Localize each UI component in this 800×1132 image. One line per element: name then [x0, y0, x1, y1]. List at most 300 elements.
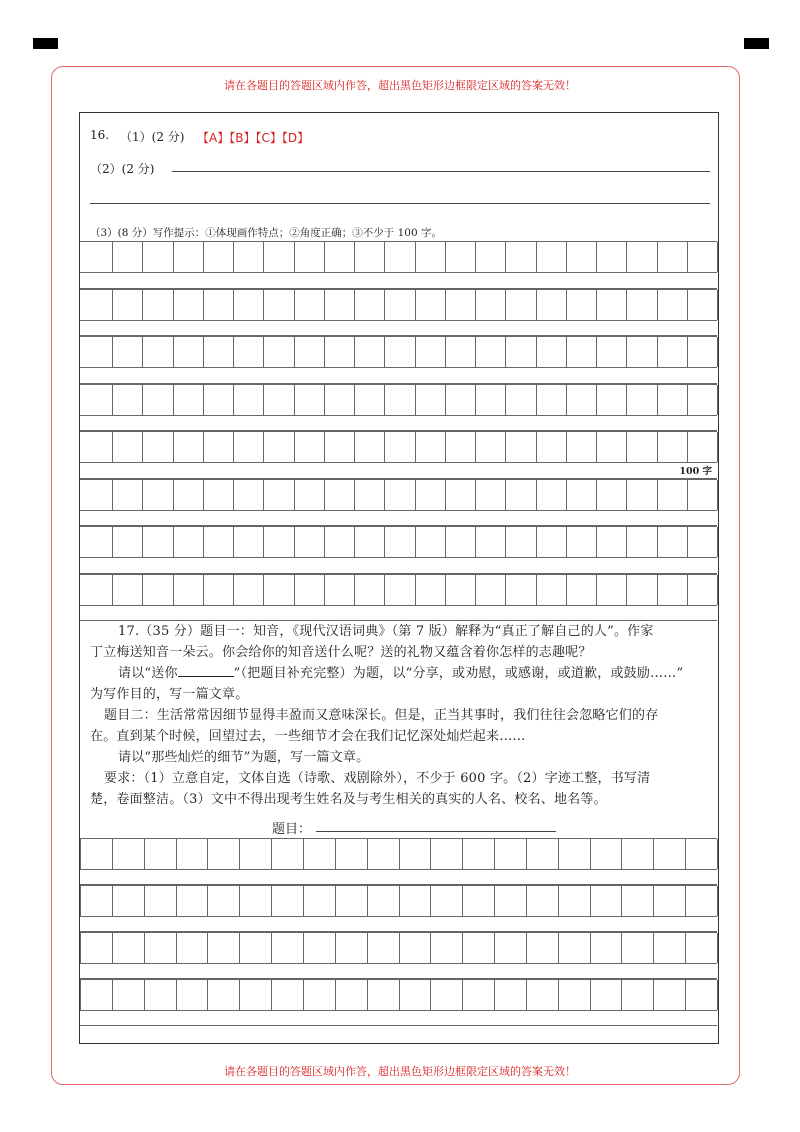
grid-cell[interactable] — [462, 933, 494, 963]
grid-cell[interactable] — [558, 839, 590, 869]
grid-cell[interactable] — [203, 242, 233, 272]
grid-cell[interactable] — [112, 575, 142, 605]
grid-gap — [80, 606, 717, 622]
grid-cell[interactable] — [687, 527, 717, 557]
grid-cell[interactable] — [80, 886, 112, 916]
grid-cell[interactable] — [566, 432, 596, 462]
grid-cell[interactable] — [590, 980, 622, 1010]
grid-cell[interactable] — [626, 432, 656, 462]
grid-cell[interactable] — [203, 432, 233, 462]
grid-cell[interactable] — [324, 527, 354, 557]
word-count-marker-100: 100 字 — [679, 466, 712, 477]
grid-cell[interactable] — [303, 886, 335, 916]
grid-cell[interactable] — [354, 242, 384, 272]
grid-cell[interactable] — [621, 933, 653, 963]
grid-cell[interactable] — [687, 432, 717, 462]
grid-cell[interactable] — [687, 290, 717, 320]
grid-cell[interactable] — [173, 337, 203, 367]
grid-cell[interactable] — [263, 337, 293, 367]
grid-cell[interactable] — [263, 527, 293, 557]
grid-gap — [80, 416, 717, 432]
q17-line4: 为写作目的，写一篇文章。 — [90, 687, 249, 702]
grid-cell[interactable] — [233, 527, 263, 557]
option-d[interactable]: 【D】 — [281, 131, 310, 145]
grid-cell[interactable] — [536, 385, 566, 415]
grid-gap — [80, 463, 717, 479]
grid-cell[interactable] — [415, 242, 445, 272]
grid-cell[interactable] — [112, 337, 142, 367]
grid-cell[interactable] — [384, 337, 414, 367]
grid-cell[interactable] — [324, 290, 354, 320]
grid-cell[interactable] — [596, 480, 626, 510]
grid-cell[interactable] — [526, 886, 558, 916]
grid-cell[interactable] — [590, 839, 622, 869]
grid-cell[interactable] — [685, 933, 717, 963]
grid-cell[interactable] — [324, 480, 354, 510]
grid-cell[interactable] — [717, 527, 718, 557]
grid-cell[interactable] — [384, 242, 414, 272]
grid-cell[interactable] — [112, 886, 144, 916]
grid-cell[interactable] — [566, 575, 596, 605]
grid-cell[interactable] — [687, 242, 717, 272]
grid-cell[interactable] — [263, 385, 293, 415]
grid-row — [80, 431, 717, 463]
grid-cell[interactable] — [324, 385, 354, 415]
grid-cell[interactable] — [112, 242, 142, 272]
grid-cell[interactable] — [445, 385, 475, 415]
grid-cell[interactable] — [112, 385, 142, 415]
grid-cell[interactable] — [271, 839, 303, 869]
grid-cell[interactable] — [717, 886, 718, 916]
grid-cell[interactable] — [494, 839, 526, 869]
alignment-marker-left — [33, 38, 58, 49]
grid-cell[interactable] — [536, 575, 566, 605]
grid-cell[interactable] — [657, 527, 687, 557]
grid-cell[interactable] — [203, 337, 233, 367]
grid-cell[interactable] — [112, 290, 142, 320]
grid-cell[interactable] — [475, 575, 505, 605]
grid-gap — [80, 964, 717, 979]
grid-cell[interactable] — [142, 432, 172, 462]
grid-cell[interactable] — [173, 480, 203, 510]
alignment-marker-right — [744, 38, 769, 49]
grid-cell[interactable] — [271, 933, 303, 963]
grid-cell[interactable] — [263, 242, 293, 272]
q17-line1: 17.（35 分）题目一：知音，《现代汉语词典》（第 7 版）解释为“真正了解自己的人”。作家 — [118, 624, 654, 639]
q17-line9: 楚，卷面整洁。（3）文中不得出现考生姓名及与考生相关的真实的人名、校名、地名等。 — [90, 792, 607, 807]
grid-cell[interactable] — [536, 480, 566, 510]
grid-cell[interactable] — [303, 980, 335, 1010]
grid-cell[interactable] — [367, 886, 399, 916]
grid-cell[interactable] — [596, 290, 626, 320]
grid-cell[interactable] — [566, 242, 596, 272]
grid-cell[interactable] — [80, 980, 112, 1010]
grid-cell[interactable] — [445, 575, 475, 605]
grid-cell[interactable] — [384, 575, 414, 605]
title-blank[interactable] — [178, 676, 234, 677]
grid-cell[interactable] — [505, 575, 535, 605]
grid-cell[interactable] — [494, 980, 526, 1010]
grid-row — [80, 289, 717, 321]
grid-cell[interactable] — [294, 527, 324, 557]
grid-cell[interactable] — [626, 242, 656, 272]
grid-cell[interactable] — [430, 839, 462, 869]
q17-prompt — [90, 621, 710, 810]
grid-cell[interactable] — [445, 527, 475, 557]
grid-cell[interactable] — [142, 290, 172, 320]
grid-cell[interactable] — [657, 432, 687, 462]
grid-cell[interactable] — [399, 933, 431, 963]
grid-cell[interactable] — [653, 980, 685, 1010]
grid-cell[interactable] — [505, 432, 535, 462]
grid-cell[interactable] — [536, 242, 566, 272]
grid-row — [80, 526, 717, 558]
grid-cell[interactable] — [335, 933, 367, 963]
grid-cell[interactable] — [558, 933, 590, 963]
grid-cell[interactable] — [462, 839, 494, 869]
grid-cell[interactable] — [294, 385, 324, 415]
grid-cell[interactable] — [596, 527, 626, 557]
grid-cell[interactable] — [505, 290, 535, 320]
grid-cell[interactable] — [475, 432, 505, 462]
grid-cell[interactable] — [142, 527, 172, 557]
grid-cell[interactable] — [626, 385, 656, 415]
grid-gap — [80, 273, 717, 289]
grid-cell[interactable] — [717, 242, 718, 272]
grid-cell[interactable] — [354, 337, 384, 367]
grid-gap — [80, 870, 717, 885]
grid-cell[interactable] — [445, 290, 475, 320]
grid-cell[interactable] — [621, 886, 653, 916]
grid-cell[interactable] — [354, 385, 384, 415]
grid-cell[interactable] — [173, 290, 203, 320]
grid-cell[interactable] — [717, 480, 718, 510]
grid-cell[interactable] — [494, 886, 526, 916]
grid-gap — [80, 511, 717, 527]
grid-cell[interactable] — [505, 527, 535, 557]
grid-cell[interactable] — [367, 980, 399, 1010]
grid-cell[interactable] — [475, 337, 505, 367]
grid-cell[interactable] — [475, 242, 505, 272]
grid-cell[interactable] — [430, 886, 462, 916]
grid-cell[interactable] — [717, 980, 718, 1010]
grid-cell[interactable] — [142, 385, 172, 415]
grid-cell[interactable] — [566, 337, 596, 367]
grid-cell[interactable] — [558, 980, 590, 1010]
grid-cell[interactable] — [335, 886, 367, 916]
grid-cell[interactable] — [203, 385, 233, 415]
grid-cell[interactable] — [536, 432, 566, 462]
grid-cell[interactable] — [173, 385, 203, 415]
grid-cell[interactable] — [80, 933, 112, 963]
grid-cell[interactable] — [687, 337, 717, 367]
grid-cell[interactable] — [176, 980, 208, 1010]
grid-cell[interactable] — [173, 242, 203, 272]
grid-cell[interactable] — [445, 432, 475, 462]
grid-cell[interactable] — [717, 385, 718, 415]
grid-cell[interactable] — [112, 933, 144, 963]
grid-cell[interactable] — [144, 886, 176, 916]
grid-cell[interactable] — [271, 980, 303, 1010]
grid-cell[interactable] — [717, 290, 718, 320]
grid-cell[interactable] — [294, 242, 324, 272]
grid-cell[interactable] — [354, 480, 384, 510]
grid-cell[interactable] — [430, 933, 462, 963]
grid-cell[interactable] — [445, 242, 475, 272]
grid-cell[interactable] — [717, 337, 718, 367]
grid-cell[interactable] — [173, 432, 203, 462]
q16-label: 16. — [90, 128, 110, 142]
grid-cell[interactable] — [505, 385, 535, 415]
grid-cell[interactable] — [621, 980, 653, 1010]
writing-grid-q17[interactable] — [80, 838, 717, 1018]
grid-cell[interactable] — [536, 290, 566, 320]
grid-cell[interactable] — [303, 839, 335, 869]
q17-line6: 在。直到某个时候，回望过去，一些细节才会在我们记忆深处灿烂起来…… — [90, 729, 526, 744]
grid-cell[interactable] — [505, 337, 535, 367]
grid-cell[interactable] — [415, 432, 445, 462]
grid-cell[interactable] — [475, 480, 505, 510]
grid-cell[interactable] — [203, 575, 233, 605]
grid-cell[interactable] — [526, 933, 558, 963]
grid-cell[interactable] — [173, 527, 203, 557]
grid-cell[interactable] — [626, 527, 656, 557]
grid-cell[interactable] — [653, 839, 685, 869]
grid-cell[interactable] — [80, 839, 112, 869]
grid-cell[interactable] — [475, 527, 505, 557]
q17-line2: 丁立梅送知音一朵云。你会给你的知音送什么呢？送的礼物又蕴含着你怎样的志趣呢？ — [90, 645, 592, 660]
grid-cell[interactable] — [566, 290, 596, 320]
q16-answer-line-2[interactable] — [90, 203, 710, 204]
q17-line7: 请以“那些灿烂的细节”为题，写一篇文章。 — [118, 750, 370, 765]
grid-cell[interactable] — [263, 290, 293, 320]
grid-cell[interactable] — [239, 980, 271, 1010]
grid-cell[interactable] — [142, 337, 172, 367]
grid-cell[interactable] — [324, 432, 354, 462]
grid-cell[interactable] — [685, 980, 717, 1010]
grid-cell[interactable] — [558, 886, 590, 916]
grid-cell[interactable] — [354, 575, 384, 605]
grid-cell[interactable] — [415, 385, 445, 415]
grid-cell[interactable] — [415, 575, 445, 605]
grid-cell[interactable] — [335, 839, 367, 869]
grid-cell[interactable] — [717, 933, 718, 963]
answer-box — [79, 112, 719, 1044]
grid-cell[interactable] — [687, 480, 717, 510]
grid-row — [80, 241, 717, 273]
grid-cell[interactable] — [566, 527, 596, 557]
grid-cell[interactable] — [399, 980, 431, 1010]
grid-cell[interactable] — [144, 980, 176, 1010]
grid-cell[interactable] — [590, 886, 622, 916]
q17-line8: 要求：（1）立意自定，文体自选（诗歌、戏剧除外），不少于 600 字。（2）字迹工整，书写清 — [104, 771, 651, 786]
grid-cell[interactable] — [717, 839, 718, 869]
grid-cell[interactable] — [384, 527, 414, 557]
grid-cell[interactable] — [415, 337, 445, 367]
grid-cell[interactable] — [142, 575, 172, 605]
grid-gap — [80, 558, 717, 574]
grid-cell[interactable] — [657, 242, 687, 272]
grid-cell[interactable] — [657, 337, 687, 367]
grid-cell[interactable] — [475, 290, 505, 320]
grid-cell[interactable] — [566, 385, 596, 415]
grid-cell[interactable] — [294, 480, 324, 510]
option-c[interactable]: 【C】 — [255, 131, 282, 145]
grid-cell[interactable] — [596, 385, 626, 415]
grid-cell[interactable] — [142, 242, 172, 272]
option-b[interactable]: 【B】 — [229, 131, 256, 145]
q17-title-line[interactable] — [316, 831, 556, 832]
grid-cell[interactable] — [526, 839, 558, 869]
grid-cell[interactable] — [173, 575, 203, 605]
grid-cell[interactable] — [445, 337, 475, 367]
grid-cell[interactable] — [626, 575, 656, 605]
q16-part2: （2）(2 分) — [90, 162, 155, 176]
grid-cell[interactable] — [462, 980, 494, 1010]
grid-cell[interactable] — [207, 933, 239, 963]
grid-cell[interactable] — [354, 290, 384, 320]
grid-cell[interactable] — [324, 575, 354, 605]
grid-gap — [80, 368, 717, 384]
grid-cell[interactable] — [384, 290, 414, 320]
grid-cell[interactable] — [144, 839, 176, 869]
grid-cell[interactable] — [176, 839, 208, 869]
grid-cell[interactable] — [239, 839, 271, 869]
grid-cell[interactable] — [687, 575, 717, 605]
option-a[interactable]: 【A】 — [197, 131, 230, 145]
grid-cell[interactable] — [233, 480, 263, 510]
grid-cell[interactable] — [239, 933, 271, 963]
grid-cell[interactable] — [233, 432, 263, 462]
grid-cell[interactable] — [657, 575, 687, 605]
grid-cell[interactable] — [294, 575, 324, 605]
grid-cell[interactable] — [621, 839, 653, 869]
grid-cell[interactable] — [354, 432, 384, 462]
grid-cell[interactable] — [263, 575, 293, 605]
grid-cell[interactable] — [717, 432, 718, 462]
grid-cell[interactable] — [335, 980, 367, 1010]
grid-cell[interactable] — [233, 575, 263, 605]
grid-cell[interactable] — [657, 290, 687, 320]
grid-row — [80, 574, 717, 606]
grid-row — [80, 885, 717, 917]
grid-cell[interactable] — [717, 575, 718, 605]
grid-cell[interactable] — [294, 432, 324, 462]
grid-cell[interactable] — [685, 839, 717, 869]
grid-cell[interactable] — [112, 432, 142, 462]
grid-cell[interactable] — [653, 933, 685, 963]
grid-cell[interactable] — [303, 933, 335, 963]
grid-cell[interactable] — [176, 933, 208, 963]
grid-cell[interactable] — [203, 480, 233, 510]
grid-cell[interactable] — [354, 527, 384, 557]
grid-cell[interactable] — [271, 886, 303, 916]
writing-grid-q16[interactable] — [80, 241, 717, 621]
grid-cell[interactable] — [144, 933, 176, 963]
grid-cell[interactable] — [657, 480, 687, 510]
grid-cell[interactable] — [203, 290, 233, 320]
grid-cell[interactable] — [445, 480, 475, 510]
grid-cell[interactable] — [233, 242, 263, 272]
grid-cell[interactable] — [263, 480, 293, 510]
grid-cell[interactable] — [384, 480, 414, 510]
grid-cell[interactable] — [653, 886, 685, 916]
grid-cell[interactable] — [596, 337, 626, 367]
q16-part3: （3）(8 分）写作提示：①体现画作特点；②角度正确；③不少于 100 字。 — [90, 227, 443, 239]
grid-cell[interactable] — [494, 933, 526, 963]
grid-cell[interactable] — [526, 980, 558, 1010]
grid-cell[interactable] — [626, 290, 656, 320]
grid-cell[interactable] — [207, 886, 239, 916]
grid-cell[interactable] — [566, 480, 596, 510]
grid-cell[interactable] — [233, 290, 263, 320]
grid-cell[interactable] — [399, 886, 431, 916]
grid-cell[interactable] — [112, 839, 144, 869]
grid-cell[interactable] — [596, 575, 626, 605]
grid-cell[interactable] — [294, 290, 324, 320]
q16-part1: （1）(2 分) — [120, 130, 185, 144]
grid-cell[interactable] — [536, 337, 566, 367]
grid-cell[interactable] — [294, 337, 324, 367]
q16-answer-line-1[interactable] — [172, 171, 710, 172]
warning-bottom: 请在各题目的答题区域内作答，超出黑色矩形边框限定区域的答案无效！ — [224, 1065, 576, 1078]
grid-cell[interactable] — [399, 839, 431, 869]
grid-cell[interactable] — [430, 980, 462, 1010]
grid-cell[interactable] — [505, 480, 535, 510]
grid-cell[interactable] — [239, 886, 271, 916]
grid-cell[interactable] — [367, 933, 399, 963]
grid-gap — [80, 321, 717, 337]
grid-cell[interactable] — [203, 527, 233, 557]
grid-cell[interactable] — [207, 839, 239, 869]
grid-cell[interactable] — [233, 385, 263, 415]
grid-cell[interactable] — [112, 980, 144, 1010]
grid-cell[interactable] — [384, 385, 414, 415]
grid-cell[interactable] — [415, 290, 445, 320]
grid-cell[interactable] — [384, 432, 414, 462]
grid-cell[interactable] — [263, 432, 293, 462]
grid-cell[interactable] — [687, 385, 717, 415]
q17-line3: 请以“送你 ”（把题目补充完整）为题，以“分享，或劝慰，或感谢，或道歉，或鼓励……” — [118, 666, 684, 681]
grid-cell[interactable] — [685, 886, 717, 916]
grid-cell[interactable] — [324, 242, 354, 272]
grid-cell[interactable] — [233, 337, 263, 367]
grid-cell[interactable] — [475, 385, 505, 415]
q17-title-label: 题目： — [272, 822, 312, 837]
grid-gap — [80, 917, 717, 932]
grid-cell[interactable] — [462, 886, 494, 916]
grid-row — [80, 838, 717, 870]
q16-options — [197, 129, 309, 146]
grid-cell[interactable] — [590, 933, 622, 963]
grid-cell[interactable] — [367, 839, 399, 869]
grid-cell[interactable] — [596, 242, 626, 272]
grid-cell[interactable] — [596, 432, 626, 462]
grid-cell[interactable] — [626, 337, 656, 367]
grid-cell[interactable] — [536, 527, 566, 557]
grid-cell[interactable] — [505, 242, 535, 272]
grid-cell[interactable] — [207, 980, 239, 1010]
grid-cell[interactable] — [176, 886, 208, 916]
grid-cell[interactable] — [415, 527, 445, 557]
grid-cell[interactable] — [415, 480, 445, 510]
grid-cell[interactable] — [142, 480, 172, 510]
grid-cell[interactable] — [657, 385, 687, 415]
grid-cell[interactable] — [626, 480, 656, 510]
grid-cell[interactable] — [112, 480, 142, 510]
grid-cell[interactable] — [324, 337, 354, 367]
grid-cell[interactable] — [112, 527, 142, 557]
